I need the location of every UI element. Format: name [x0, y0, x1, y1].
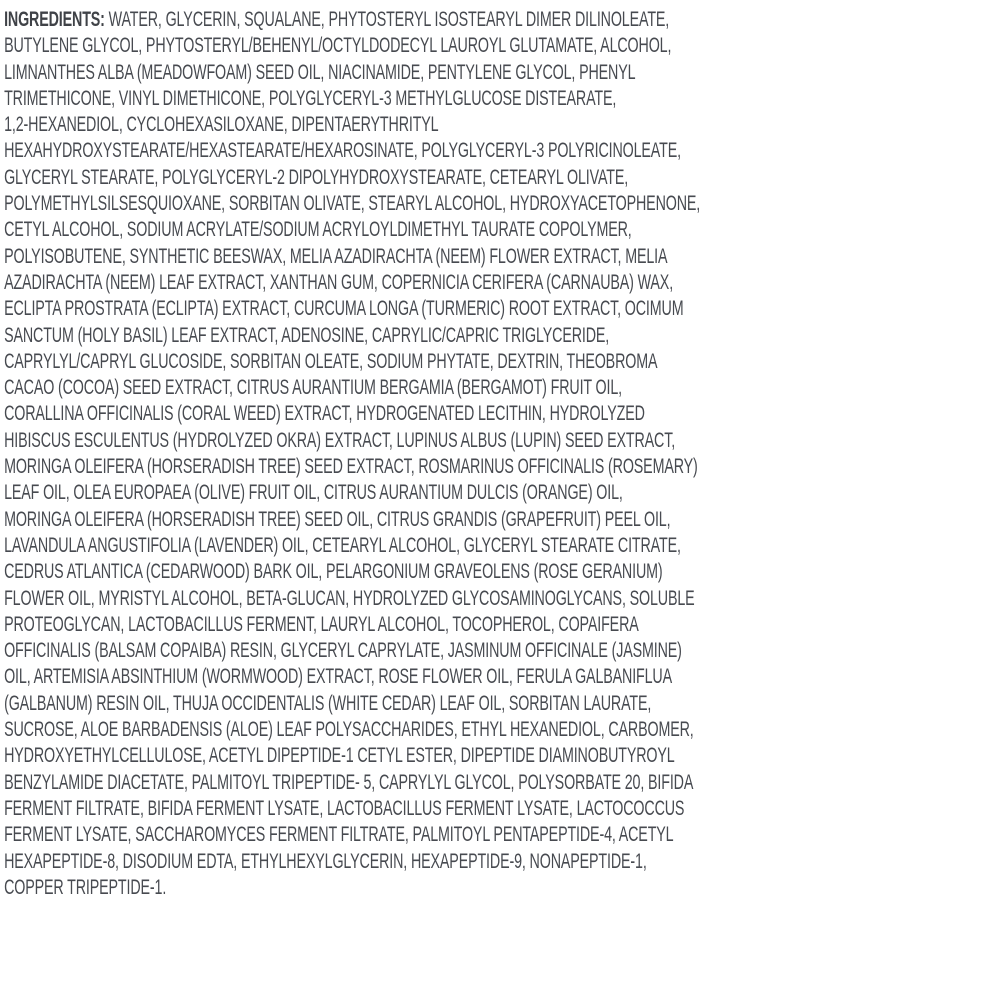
- ingredients-line: FERMENT LYSATE, SACCHAROMYCES FERMENT FILTRATE, PALMITOYL PENTAPEPTIDE-4, ACETYL: [4, 823, 674, 847]
- ingredients-line: MORINGA OLEIFERA (HORSERADISH TREE) SEED EXTRACT, ROSMARINUS OFFICINALIS (ROSEMARY): [4, 455, 698, 479]
- ingredients-line: BENZYLAMIDE DIACETATE, PALMITOYL TRIPEPTIDE- 5, CAPRYLYL GLYCOL, POLYSORBATE 20, BIFIDA: [4, 770, 694, 794]
- ingredients-line: SANCTUM (HOLY BASIL) LEAF EXTRACT, ADENOSINE, CAPRYLIC/CAPRIC TRIGLYCERIDE,: [4, 323, 610, 347]
- ingredients-line: FERMENT FILTRATE, BIFIDA FERMENT LYSATE, LACTOBACILLUS FERMENT LYSATE, LACTOCOCCUS: [4, 796, 685, 820]
- ingredients-line: ECLIPTA PROSTRATA (ECLIPTA) EXTRACT, CURCUMA LONGA (TURMERIC) ROOT EXTRACT, OCIMUM: [4, 297, 684, 321]
- ingredients-first-line-text: WATER, GLYCERIN, SQUALANE, PHYTOSTERYL ISOSTEARYL DIMER DILINOLEATE,: [104, 8, 670, 31]
- ingredients-line: FLOWER OIL, MYRISTYL ALCOHOL, BETA-GLUCAN, HYDROLYZED GLYCOSAMINOGLYCANS, SOLUBLE: [4, 586, 695, 610]
- ingredients-line: OFFICINALIS (BALSAM COPAIBA) RESIN, GLYCERYL CAPRYLATE, JASMINUM OFFICINALE (JASMINE): [4, 639, 682, 663]
- ingredients-line: TRIMETHICONE, VINYL DIMETHICONE, POLYGLYCERYL-3 METHYLGLUCOSE DISTEARATE,: [4, 86, 617, 110]
- ingredients-line: HIBISCUS ESCULENTUS (HYDROLYZED OKRA) EXTRACT, LUPINUS ALBUS (LUPIN) SEED EXTRACT,: [4, 428, 676, 452]
- ingredients-line: CORALLINA OFFICINALIS (CORAL WEED) EXTRACT, HYDROGENATED LECITHIN, HYDROLYZED: [4, 402, 645, 426]
- ingredients-lines: [4, 33, 1001, 901]
- ingredients-line: OIL, ARTEMISIA ABSINTHIUM (WORMWOOD) EXTRACT, ROSE FLOWER OIL, FERULA GALBANIFLUA: [4, 665, 672, 689]
- ingredients-line: SUCROSE, ALOE BARBADENSIS (ALOE) LEAF POLYSACCHARIDES, ETHYL HEXANEDIOL, CARBOMER,: [4, 718, 694, 742]
- ingredients-first-line: [4, 7, 1001, 33]
- ingredients-line: CAPRYLYL/CAPRYL GLUCOSIDE, SORBITAN OLEATE, SODIUM PHYTATE, DEXTRIN, THEOBROMA: [4, 349, 658, 373]
- ingredients-line: LIMNANTHES ALBA (MEADOWFOAM) SEED OIL, NIACINAMIDE, PENTYLENE GLYCOL, PHENYL: [4, 60, 636, 84]
- ingredients-line: 1,2-HEXANEDIOL, CYCLOHEXASILOXANE, DIPENTAERYTHRITYL: [4, 113, 439, 137]
- ingredients-line: GLYCERYL STEARATE, POLYGLYCERYL-2 DIPOLYHYDROXYSTEARATE, CETEARYL OLIVATE,: [4, 165, 629, 189]
- ingredients-heading-label: INGREDIENTS:: [4, 8, 105, 31]
- ingredients-line: CEDRUS ATLANTICA (CEDARWOOD) BARK OIL, PELARGONIUM GRAVEOLENS (ROSE GERANIUM): [4, 560, 663, 584]
- ingredients-line: POLYISOBUTENE, SYNTHETIC BEESWAX, MELIA AZADIRACHTA (NEEM) FLOWER EXTRACT, MELIA: [4, 244, 668, 268]
- ingredients-line: HEXAPEPTIDE-8, DISODIUM EDTA, ETHYLHEXYLGLYCERIN, HEXAPEPTIDE-9, NONAPEPTIDE-1,: [4, 849, 647, 873]
- ingredients-line: LEAF OIL, OLEA EUROPAEA (OLIVE) FRUIT OIL, CITRUS AURANTIUM DULCIS (ORANGE) OIL,: [4, 481, 623, 505]
- ingredients-line: HYDROXYETHYLCELLULOSE, ACETYL DIPEPTIDE-1 CETYL ESTER, DIPEPTIDE DIAMINOBUTYROYL: [4, 744, 675, 768]
- ingredients-line: POLYMETHYLSILSESQUIOXANE, SORBITAN OLIVATE, STEARYL ALCOHOL, HYDROXYACETOPHENONE,: [4, 192, 701, 216]
- ingredients-line: AZADIRACHTA (NEEM) LEAF EXTRACT, XANTHAN GUM, COPERNICIA CERIFERA (CARNAUBA) WAX,: [4, 270, 674, 294]
- ingredients-line: PROTEOGLYCAN, LACTOBACILLUS FERMENT, LAURYL ALCOHOL, TOCOPHEROL, COPAIFERA: [4, 612, 639, 636]
- ingredients-line: LAVANDULA ANGUSTIFOLIA (LAVENDER) OIL, CETEARYL ALCOHOL, GLYCERYL STEARATE CITRATE,: [4, 533, 681, 557]
- ingredients-line: BUTYLENE GLYCOL, PHYTOSTERYL/BEHENYL/OCTYLDODECYL LAUROYL GLUTAMATE, ALCOHOL,: [4, 34, 672, 58]
- ingredients-line: CACAO (COCOA) SEED EXTRACT, CITRUS AURANTIUM BERGAMIA (BERGAMOT) FRUIT OIL,: [4, 376, 622, 400]
- ingredients-line: COPPER TRIPEPTIDE-1.: [4, 875, 167, 899]
- ingredients-line: HEXAHYDROXYSTEARATE/HEXASTEARATE/HEXAROSINATE, POLYGLYCERYL-3 POLYRICINOLEATE,: [4, 139, 681, 163]
- ingredients-line: (GALBANUM) RESIN OIL, THUJA OCCIDENTALIS (WHITE CEDAR) LEAF OIL, SORBITAN LAURATE,: [4, 691, 652, 715]
- ingredients-line: CETYL ALCOHOL, SODIUM ACRYLATE/SODIUM ACRYLOYLDIMETHYL TAURATE COPOLYMER,: [4, 218, 632, 242]
- ingredients-line: MORINGA OLEIFERA (HORSERADISH TREE) SEED OIL, CITRUS GRANDIS (GRAPEFRUIT) PEEL OIL,: [4, 507, 671, 531]
